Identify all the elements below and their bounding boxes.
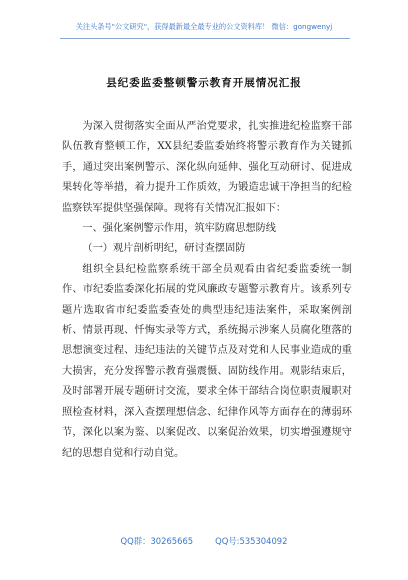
footer-contact [0, 535, 408, 547]
header-divider [60, 38, 350, 39]
footer-qq-number: QQ号:535304092 [215, 536, 288, 546]
section-heading-1: 一、强化案例警示作用，筑牢防腐思想防线 [82, 223, 276, 235]
header-promo-note: 关注头条号"公文研究"，获得最新最全最专业的公文资料库！ 微信：gongwenyj [75, 22, 333, 31]
body-paragraph: 组织全县纪检监察系统干部全员观看由省纪委监委统一制作、市纪委监委深化拓展的党风廉政专题警示教育片。该系列专题片选取省市纪委监委查处的典型违纪违法案件，采取案例剖析、情景再现、忏悔实录等方式，系统揭示涉案人员腐化堕落的思想演变过程、违纪违法的关键节点及对党和人民事业造成的重大损害，充分发挥警示教育强震慑、固防线作用。观影结束后，及时部署开展专题研讨交流，要求全体干部结合岗位职责履职对照检查材料，深入查摆理想信念、纪律作风等方面存在的薄弱环节，深化以案为鉴、以案促改、以案促治效果，切实增强遵规守纪的思想自觉和行动自觉。 [62, 263, 352, 459]
subsection-heading-1: （一）观片剖析明纪，研讨查摆固防 [82, 243, 246, 255]
intro-paragraph: 为深入贯彻落实全面从严治党要求，扎实推进纪检监察干部队伍教育整顿工作，XX县纪委监委始终将警示教育作为关键抓手，通过突出案例警示、深化纵向延伸、强化互动研讨、促进成果转化等举措，着力提升工作质效，为锻造忠诚干净担当的纪检监察铁军提供坚强保障。现将有关情况汇报如下： [62, 121, 352, 214]
document-body [62, 117, 352, 464]
document-title: 县纪委监委整顿警示教育开展情况汇报 [106, 77, 302, 89]
footer-qq-group: QQ群：30265665 [120, 536, 194, 546]
